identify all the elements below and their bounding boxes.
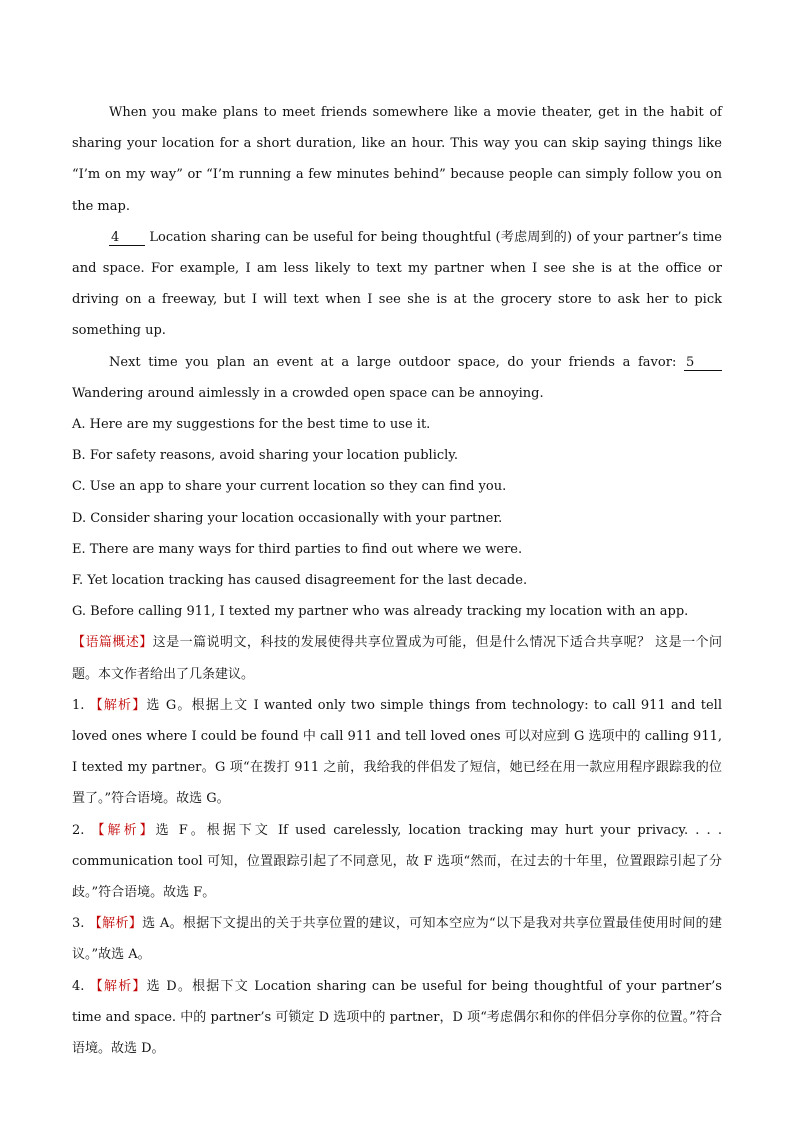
answer-number: 3. <box>72 916 89 932</box>
passage-paragraph-3-tail: Wandering around aimlessly in a crowded open space can be annoying. <box>72 385 544 401</box>
answer-text: 选 G。根据上文 I wanted only two simple things from technology: to call 911 and tell loved ones where I could be found 中 call 911 and tell loved ones 可以对应到 G 选项中的 calling 911, I texted my partner。G 项“在拨打 911 之前，我给我的伴侣发了短信，她已经在用一款应用程序跟踪我的位置了。”符合语境。故选 G。 <box>72 697 722 807</box>
passage-paragraph-2 <box>72 222 722 347</box>
answer-3 <box>72 908 722 970</box>
option-c: C. Use an app to share your current location so they can find you. <box>72 479 507 495</box>
answer-number: 4. <box>72 978 90 994</box>
option-a: A. Here are my suggestions for the best time to use it. <box>72 417 431 433</box>
answer-number: 1. <box>72 697 90 713</box>
option-e: E. There are many ways for third parties to find out where we were. <box>72 541 523 557</box>
answer-text: 选 A。根据下文提出的关于共享位置的建议，可知本空应为“以下是我对共享位置最佳使用时间的建议。”故选 A。 <box>72 916 722 963</box>
answer-number: 2. <box>72 822 92 838</box>
passage-paragraph-3 <box>72 347 722 409</box>
option-d: D. Consider sharing your location occasionally with your partner. <box>72 510 503 526</box>
blank-4: 4 <box>109 230 145 246</box>
answer-tag: 【解析】 <box>89 978 147 994</box>
passage-paragraph-3-lead: Next time you plan an event at a large outdoor space, do your friends a favor: <box>109 354 684 370</box>
passage-paragraph-1: When you make plans to meet friends somewhere like a movie theater, get in the habit of sharing your location for a short duration, like an hour. This way you can skip saying things like “I’m on my way” or “I’m running a few minutes behind” because people can simply follow you on the map. <box>72 105 722 214</box>
option-b: B. For safety reasons, avoid sharing your location publicly. <box>72 448 459 464</box>
summary-tag: 【语篇概述】 <box>72 635 153 651</box>
option-g: G. Before calling 911, I texted my partner who was already tracking my location with an app. <box>72 604 689 620</box>
answer-2 <box>72 815 722 909</box>
option-f: F. Yet location tracking has caused disagreement for the last decade. <box>72 573 528 589</box>
answer-text: 选 F。根据下文 If used carelessly, location tracking may hurt your privacy. . . . communication tool 可知，位置跟踪引起了不同意见，故 F 选项“然而，在过去的十年里，位置跟踪引起了分歧。”符合语境。故选 F。 <box>72 822 722 901</box>
answer-1 <box>72 690 722 815</box>
answer-tag: 【解析】 <box>91 822 156 838</box>
answer-4 <box>72 971 722 1065</box>
blank-5: 5 <box>684 355 722 371</box>
summary-text: 这是一篇说明文，科技的发展使得共享位置成为可能，但是什么情况下适合共享呢？ 这是一个问题。本文作者给出了几条建议。 <box>72 635 722 682</box>
answer-tag: 【解析】 <box>88 916 143 932</box>
document-page <box>72 97 722 1064</box>
answer-tag: 【解析】 <box>89 697 147 713</box>
answer-text: 选 D。根据下文 Location sharing can be useful for being thoughtful of your partner’s time and space. 中的 partner’s 可锁定 D 选项中的 partner，D 项“考虑偶尔和你的伴侣分享你的位置。”符合语境。故选 D。 <box>72 978 722 1057</box>
passage-paragraph-2-text: Location sharing can be useful for being thoughtful (考虑周到的) of your partner’s time and space. For example, I am less likely to text my partner when I see she is at the office or driving on a freeway, but I will text when I see she is at the grocery store to ask her to pick something up. <box>72 229 722 339</box>
summary <box>72 627 722 689</box>
